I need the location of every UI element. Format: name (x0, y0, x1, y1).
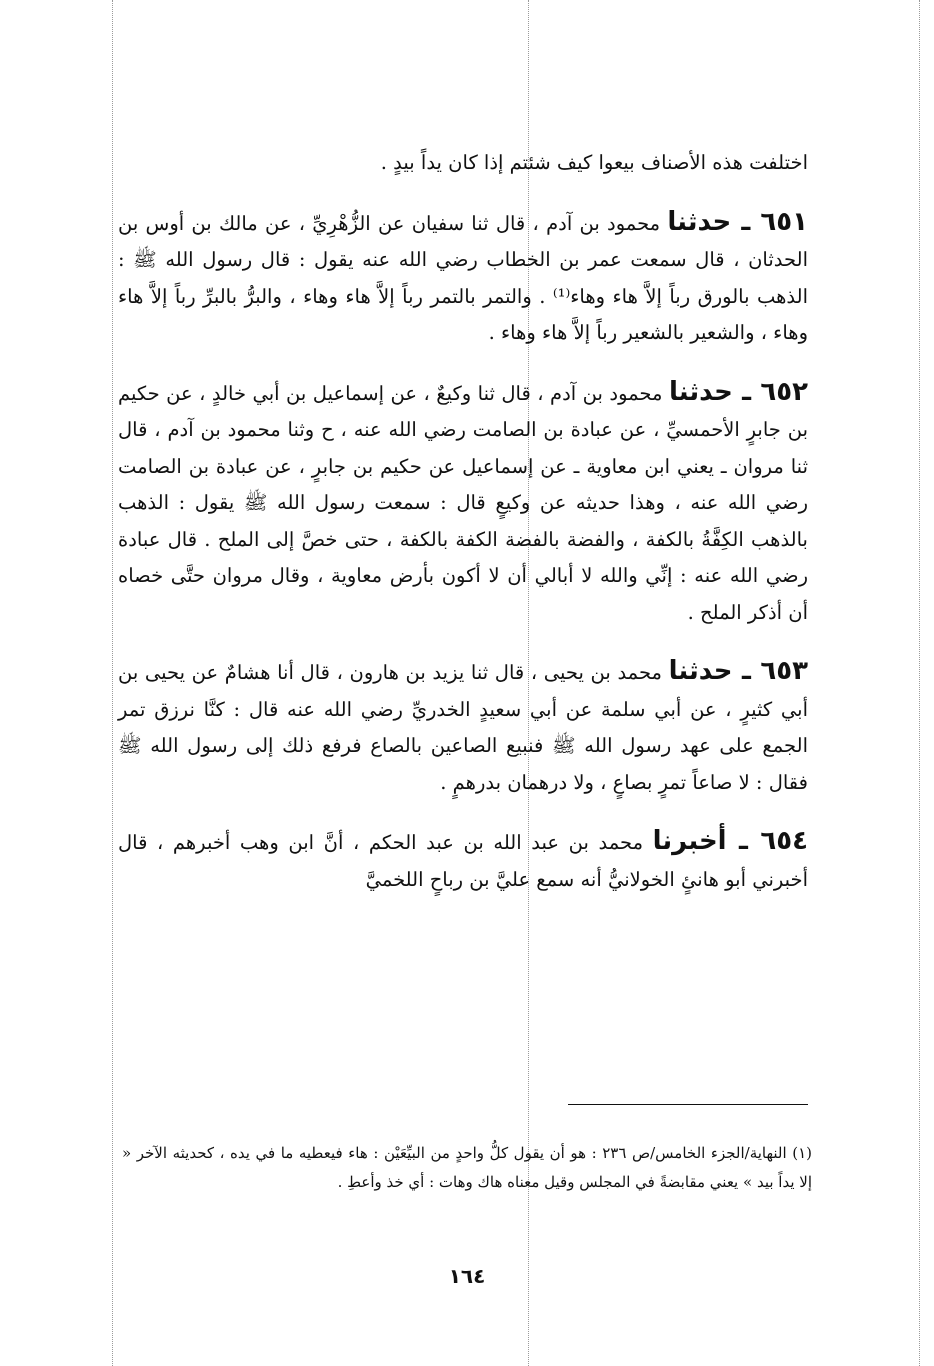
hadith-text: محمود بن آدم ، قال ثنا وكيعٌ ، عن إسماعيل بن أبي خالدٍ ، عن حكيم بن جابرٍ الأحمسيِّ ، عن عبادة بن الصامت رضي الله عنه ، ح وثنا محمود بن آدم ، قال ثنا مروان ـ يعني ابن معاوية ـ عن إسماعيل عن حكيم بن جابرٍ ، عن عبادة بن الصامت رضي الله عنه ، وهذا حديثه عن وكيعٍ قال : سمعت رسول الله ﷺ يقول : الذهب بالذهب الكِفَّةُ بالكفة ، والفضة بالفضة الكفة بالكفة ، حتى خصَّ إلى الملح . قال عبادة رضي الله عنه : إنِّي والله لا أبالي أن لا أكون بأرض معاوية ، وقال مروان حتَّى خصاه أن أذكر الملح . (118, 381, 808, 624)
main-text (118, 145, 808, 898)
scan-dotted-line-right (919, 0, 920, 1366)
hadith-654 (118, 823, 808, 898)
hadith-number: ٦٥٤ (760, 826, 808, 856)
hadith-text: محمد بن يحيى ، قال ثنا يزيد بن هارون ، قال أنا هشامٌ عن يحيى بن أبي كثيرٍ ، عن أبي سلمة عن أبي سعيدٍ الخدريِّ رضي الله عنه قال : كنَّا نرزق تمر الجمع على عهد رسول الله ﷺ فنبيع الصاعين بالصاع فرفع ذلك إلى رسول الله ﷺ فقال : لا صاعاً تمرٍ بصاعٍ ، ولا درهمان بدرهمٍ . (118, 661, 808, 794)
hadith-separator: ـ (732, 376, 761, 407)
hadith-653 (118, 653, 808, 801)
hadith-keyword: حدثنا (668, 376, 733, 407)
hadith-651 (118, 204, 808, 352)
page-number: ١٦٤ (448, 1264, 486, 1288)
footnote: (١) النهاية/الجزء الخامس/ص ٢٣٦ : هو أن يقول كلُّ واحدٍ من البيِّعَيْن : هاء فيعطيه ما في يده ، كحديثه الآخر « إلا يداً بيد » يعني مقابضةً في المجلس وقيل معناه هاك وهات : أي خذ وأعطِ . (122, 1144, 812, 1191)
hadith-keyword: حدثنا (668, 656, 733, 686)
intro-paragraph: اختلفت هذه الأصناف بيعوا كيف شئتم إذا كان يداً بيدٍ . (380, 151, 808, 174)
hadith-separator: ـ (732, 656, 761, 686)
footnote-divider (568, 1104, 808, 1105)
hadith-number: ٦٥٢ (760, 376, 808, 407)
hadith-number: ٦٥٣ (760, 656, 808, 686)
hadith-separator: ـ (731, 206, 761, 237)
scan-dotted-line-left (112, 0, 113, 1366)
hadith-keyword: حدثنا (667, 206, 732, 237)
hadith-text: محمود بن آدم ، قال ثنا سفيان عن الزُّهْرِيِّ ، عن مالك بن أوس بن الحدثان ، قال سمعت عمر بن الخطاب رضي الله عنه يقول : قال رسول الله ﷺ : الذهب بالورق رباً إلاَّ هاء وهاء⁽¹⁾ . والتمر بالتمر رباً إلاَّ هاء وهاء ، والبرُّ بالبرِّ رباً إلاَّ هاء وهاء ، والشعير بالشعير رباً إلاَّ هاء وهاء . (118, 211, 808, 344)
hadith-keyword: أخبرنا (652, 826, 727, 856)
hadith-number: ٦٥١ (760, 206, 808, 237)
hadith-separator: ـ (726, 826, 761, 856)
hadith-652 (118, 374, 808, 632)
hadith-text: محمد بن عبد الله بن عبد الحكم ، أنَّ ابن وهب أخبرهم ، قال أخبرني أبو هانئٍ الخولانيُّ أنه سمع عليَّ بن رباحٍ اللخميَّ (118, 831, 808, 891)
